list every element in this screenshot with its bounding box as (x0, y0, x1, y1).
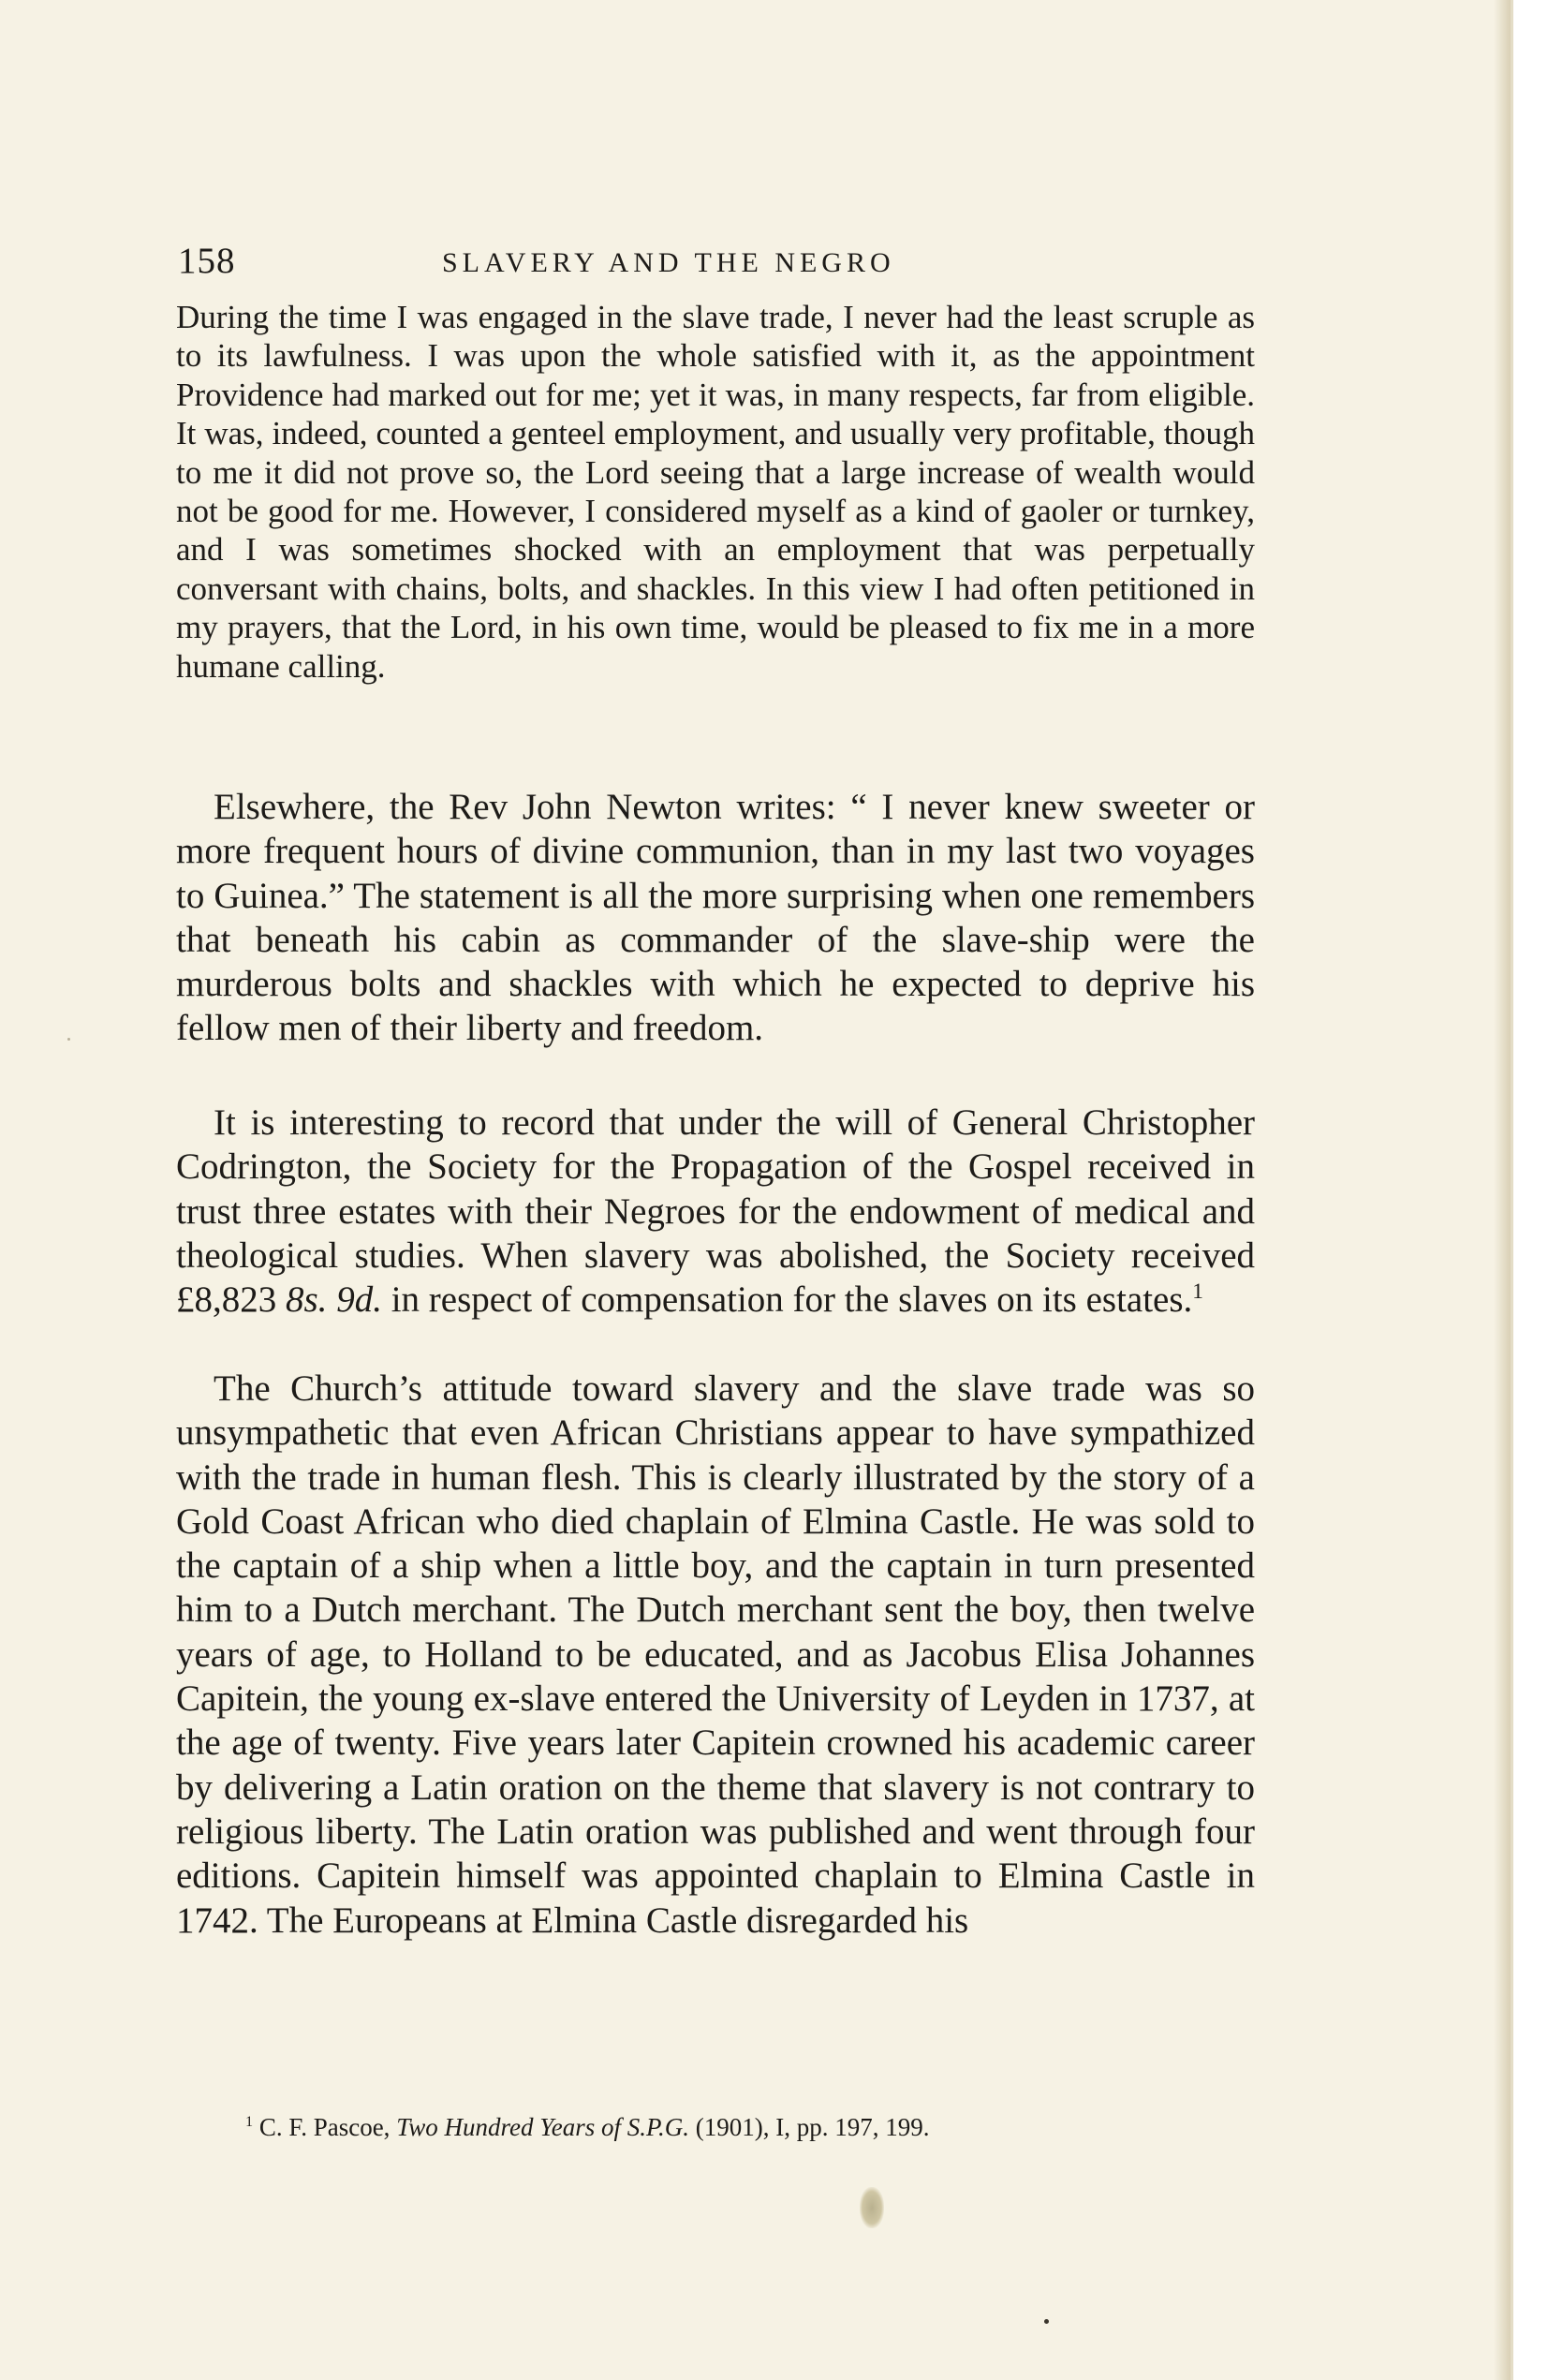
block-quote: During the time I was engaged in the slave trade, I never had the least scruple as to its lawfulness. I was upon the whole satisfied with it, as the appointment Providence had marked out for me; yet it was, in many respects, far from eligible. It was, indeed, counted a genteel employment, and usually very profitable, though to me it did not prove so, the Lord seeing that a large increase of wealth would not be good for me. However, I considered myself as a kind of gaoler or turnkey, and I was sometimes shocked with an employment that was perpetually conversant with chains, bolts, and shackles. In this view I had often petitioned in my prayers, that the Lord, in his own time, would be pleased to fix me in a more humane calling. (176, 299, 1255, 685)
footnote-reference: 1 (1192, 1279, 1203, 1305)
page-number: 158 (178, 241, 236, 281)
paper-stain (860, 2187, 884, 2228)
page-header (178, 240, 1264, 287)
paper-speck (67, 1038, 70, 1041)
paragraph-codrington (176, 1101, 1255, 1322)
paper-speck (1044, 2319, 1049, 2324)
paragraph-church: The Church’s attitude toward slavery and the slave trade was so unsympathetic that even African Christians appear to have sympathized with the trade in human flesh. This is clearly illustrated by the story of a Gold Coast African who died chaplain of Elmina Castle. He was sold to the captain of a ship when a little boy, and the captain in turn presented him to a Dutch merchant. The Dutch merchant sent the boy, then twelve years of age, to Holland to be educated, and as Jacobus Elisa Johannes Capitein, the young ex-slave entered the University of Leyden in 1737, at the age of twenty. Five years later Capitein crowned his academic career by delivering a Latin oration on the theme that slavery is not contrary to religious liberty. The Latin oration was published and went through four editions. Capitein himself was appointed chaplain to Elmina Castle in 1742. The Europeans at Elmina Castle disregarded his (176, 1368, 1255, 1941)
paragraph-codrington-end: in respect of compensation for the slaves on its estates. (381, 1279, 1193, 1321)
footnote (245, 2111, 929, 2143)
paragraph-codrington-text: It is interesting to record that under the will of General Christopher Codrington, the Society for the Propagation of the Gospel received in trust three estates with their Negroes for the endowment of medical and theological studies. When slavery was abolished, the Society received £8,823 (176, 1102, 1255, 1321)
footnote-marker: 1 (245, 2113, 254, 2130)
footnote-details: (1901), I, pp. 197, 199. (689, 2113, 930, 2141)
footnote-title: Two Hundred Years of S.P.G. (396, 2113, 689, 2141)
shillings-amount: 8s. (286, 1279, 328, 1321)
footnote-author: C. F. Pascoe, (258, 2113, 397, 2141)
paragraph-newton: Elsewhere, the Rev John Newton writes: “ I never knew sweeter or more frequent hours of divine communion, than in my last two voyages to Guinea.” The statement is all the more surprising when one remembers that beneath his cabin as commander of the slave-ship were the murderous bolts and shackles with which he expected to deprive his fellow men of their liberty and freedom. (176, 787, 1255, 1049)
running-head: SLAVERY AND THE NEGRO (442, 247, 895, 278)
pence-amount: 9d. (336, 1279, 382, 1321)
